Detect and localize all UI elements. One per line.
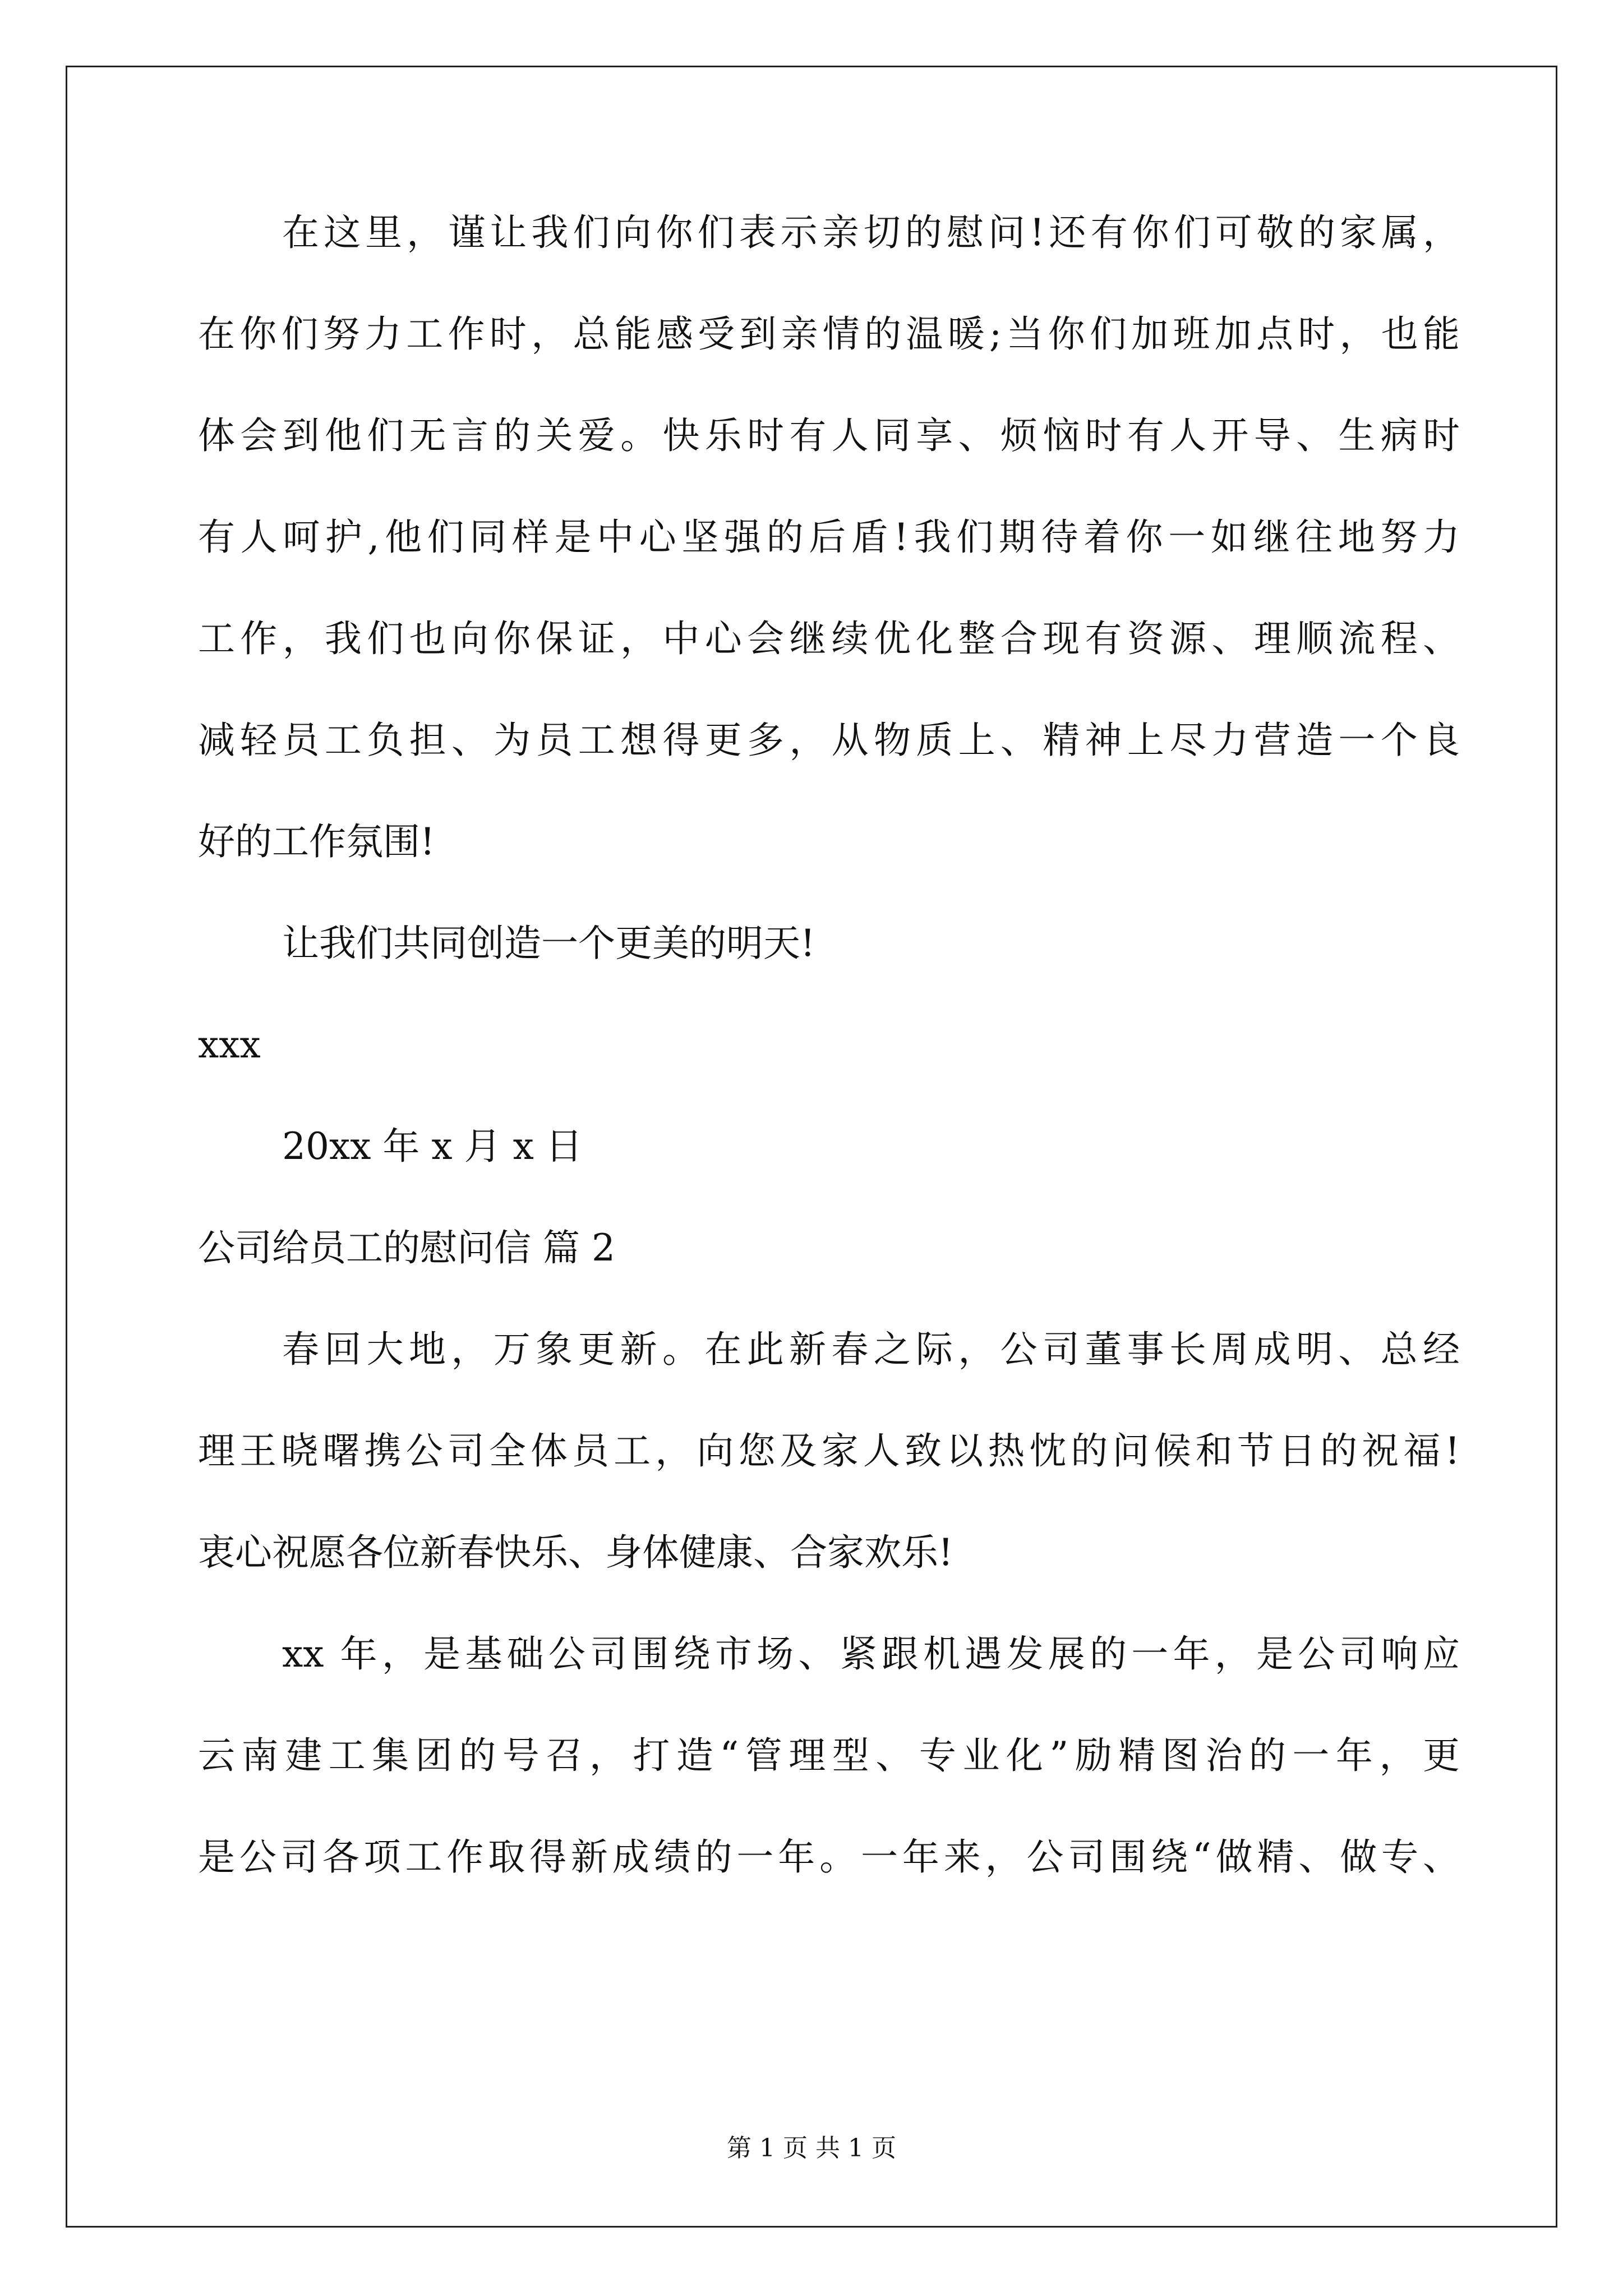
paragraph-line: 理王晓曙携公司全体员工，向您及家人致以热忱的问候和节日的祝福! [198, 1429, 1460, 1473]
signature: xxx [198, 1023, 261, 1066]
date-line: 20xx 年 x 月 x 日 [282, 1125, 583, 1168]
paragraph-line: 有人呵护,他们同样是中心坚强的后盾!我们期待着你一如继往地努力 [198, 516, 1460, 559]
paragraph-line: 减轻员工负担、为员工想得更多，从物质上、精神上尽力营造一个良 [198, 719, 1460, 762]
paragraph-line: 是公司各项工作取得新成绩的一年。一年来，公司围绕“做精、做专、 [198, 1835, 1460, 1879]
section-heading: 公司给员工的慰问信 篇 2 [198, 1226, 615, 1269]
paragraph-line: 云南建工集团的号召，打造“管理型、专业化”励精图治的一年，更 [198, 1734, 1460, 1777]
paragraph-line: 工作，我们也向你保证，中心会继续优化整合现有资源、理顺流程、 [198, 617, 1460, 660]
paragraph-line: xx 年，是基础公司围绕市场、紧跟机遇发展的一年，是公司响应 [282, 1632, 1460, 1676]
paragraph-line: 春回大地，万象更新。在此新春之际，公司董事长周成明、总经 [282, 1328, 1460, 1371]
paragraph-line: 衷心祝愿各位新春快乐、身体健康、合家欢乐! [198, 1531, 953, 1574]
paragraph-line: 好的工作氛围! [198, 820, 435, 863]
page-footer: 第 1 页 共 1 页 [727, 2134, 896, 2162]
paragraph-line: 体会到他们无言的关爱。快乐时有人同享、烦恼时有人开导、生病时 [198, 414, 1460, 457]
paragraph-line: 在这里，谨让我们向你们表示亲切的慰问!还有你们可敬的家属， [282, 211, 1460, 254]
paragraph-line: 让我们共同创造一个更美的明天! [282, 922, 815, 965]
paragraph-line: 在你们努力工作时，总能感受到亲情的温暖;当你们加班加点时，也能 [198, 312, 1460, 356]
